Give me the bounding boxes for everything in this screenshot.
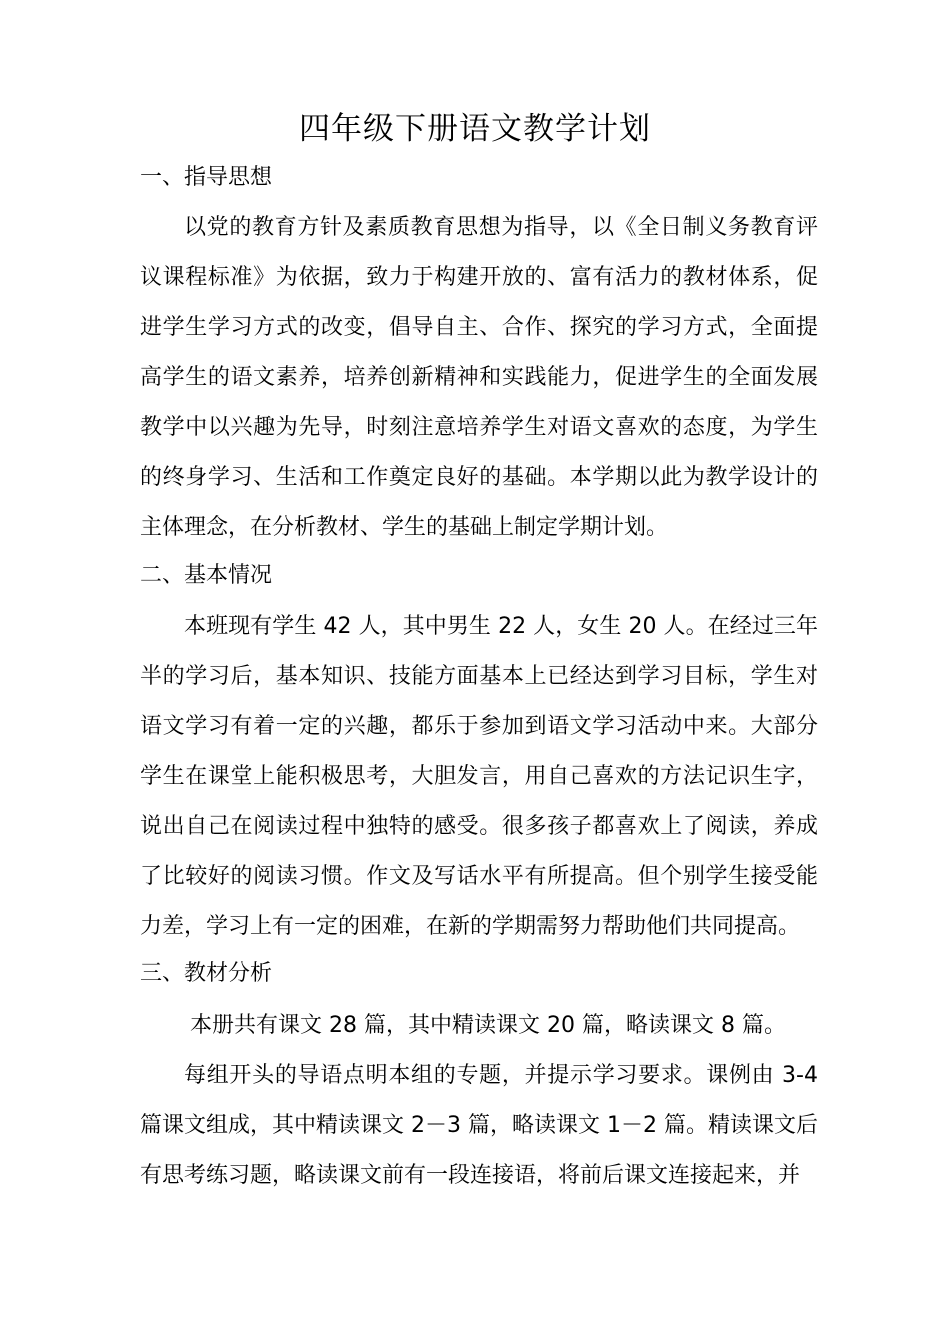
paragraph-basic-situation: 本班现有学生 42 人，其中男生 22 人，女生 20 人。在经过三年半的学习后，基本知识、技能方面基本上已经达到学习目标，学生对语文学习有着一定的兴趣，都乐于参加到语文学习活动中来。大部分学生在课堂上能积极思考，大胆发言，用自己喜欢的方法记识生字，说出自己在阅读过程中独特的感受。很多孩子都喜欢上了阅读，养成了比较好的阅读习惯。作文及写话水平有所提高。但个别学生接受能力差，学习上有一定的困难，在新的学期需努力帮助他们共同提高。 [140, 614, 818, 939]
document-title: 四年级下册语文教学计划 [299, 111, 651, 147]
section-heading-basic-situation: 二、基本情况 [140, 563, 273, 588]
paragraph-textbook-count: 本册共有课文 28 篇，其中精读课文 20 篇，略读课文 8 篇。 [190, 1013, 786, 1038]
section-heading-textbook-analysis: 三、教材分析 [140, 961, 273, 986]
paragraph-textbook-structure: 每组开头的导语点明本组的专题，并提示学习要求。课例由 3-4 篇课文组成，其中精读课文 2－3 篇，略读课文 1－2 篇。精读课文后有思考练习题，略读课文前有一段连接语，将前后课文连接起来，并 [140, 1063, 818, 1188]
paragraph-guiding-ideology: 以党的教育方针及素质教育思想为指导，以《全日制义务教育评议课程标准》为依据，致力于构建开放的、富有活力的教材体系，促进学生学习方式的改变，倡导自主、合作、探究的学习方式，全面提高学生的语文素养，培养创新精神和实践能力，促进学生的全面发展教学中以兴趣为先导，时刻注意培养学生对语文喜欢的态度，为学生的终身学习、生活和工作奠定良好的基础。本学期以此为教学设计的主体理念，在分析教材、学生的基础上制定学期计划。 [140, 215, 818, 540]
section-heading-guiding-ideology: 一、指导思想 [140, 165, 273, 190]
